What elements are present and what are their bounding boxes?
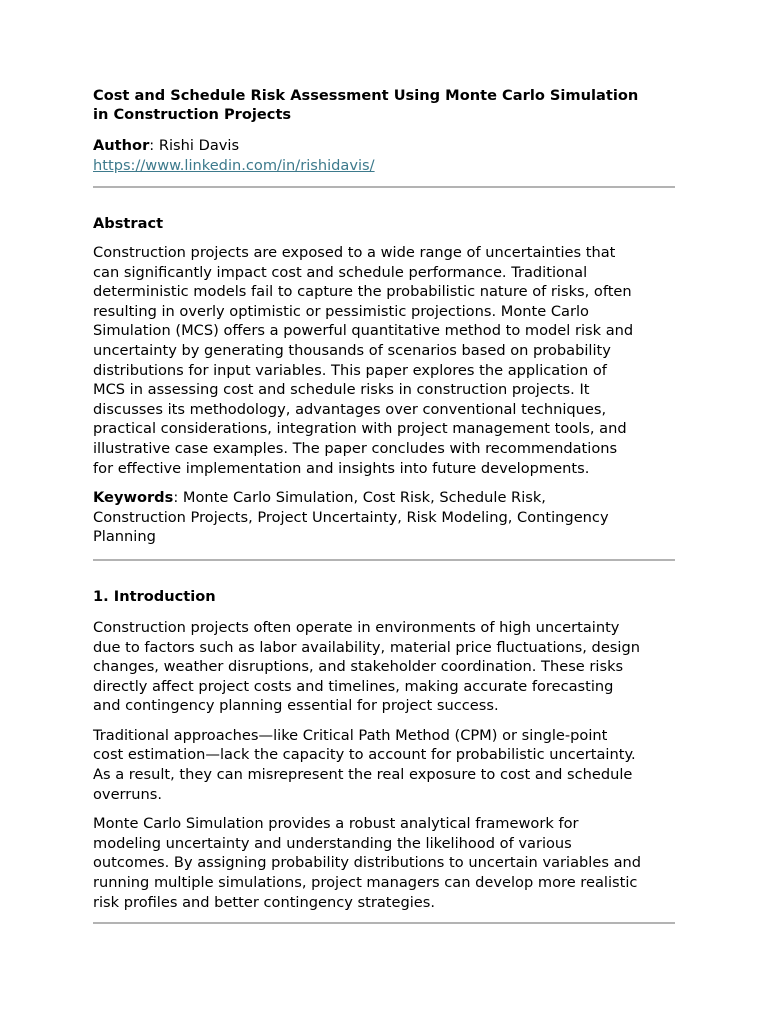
paper-page xyxy=(93,86,675,924)
text-line: : Monte Carlo Simulation, Cost Risk, Schedule Risk, xyxy=(173,489,546,507)
divider xyxy=(93,559,675,561)
intro-paragraph-2 xyxy=(93,726,675,804)
text-line: As a result, they can misrepresent the real exposure to cost and schedule xyxy=(93,766,633,784)
intro-paragraph-1 xyxy=(93,618,675,716)
text-line: Monte Carlo Simulation provides a robust analytical framework for xyxy=(93,815,579,833)
abstract-paragraph xyxy=(93,243,675,478)
text-line: Traditional approaches—like Critical Path Method (CPM) or single-point xyxy=(93,726,608,744)
text-line: overruns. xyxy=(93,785,163,803)
text-line: running multiple simulations, project managers can develop more realistic xyxy=(93,874,638,892)
text-line: Planning xyxy=(93,528,156,546)
text-line: discusses its methodology, advantages over conventional techniques, xyxy=(93,400,607,418)
text-line: deterministic models fail to capture the probabilistic nature of risks, often xyxy=(93,283,632,301)
text-line: can significantly impact cost and schedule performance. Traditional xyxy=(93,263,588,281)
keywords-label: Keywords xyxy=(93,489,174,507)
title-line-2: in Construction Projects xyxy=(93,106,292,123)
text-line: modeling uncertainty and understanding the likelihood of various xyxy=(93,834,572,852)
paper-title xyxy=(93,86,675,124)
text-line: risk profiles and better contingency strategies. xyxy=(93,893,436,911)
text-line: for effective implementation and insights into future developments. xyxy=(93,459,590,477)
text-line: Simulation (MCS) offers a powerful quantitative method to model risk and xyxy=(93,322,634,340)
text-line: practical considerations, integration with project management tools, and xyxy=(93,420,627,438)
text-line: illustrative case examples. The paper concludes with recommendations xyxy=(93,439,618,457)
author-line xyxy=(93,136,675,155)
abstract-heading: Abstract xyxy=(93,215,164,232)
introduction-heading: 1. Introduction xyxy=(93,587,216,605)
author-label: Author xyxy=(93,137,150,154)
title-line-1: Cost and Schedule Risk Assessment Using Monte Carlo Simulation xyxy=(93,87,639,104)
author-profile-link[interactable]: https://www.linkedin.com/in/rishidavis/ xyxy=(93,157,375,174)
keywords-paragraph xyxy=(93,488,675,547)
text-line: uncertainty by generating thousands of scenarios based on probability xyxy=(93,341,611,359)
author-separator: : xyxy=(149,137,159,154)
text-line: cost estimation—lack the capacity to account for probabilistic uncertainty. xyxy=(93,746,636,764)
text-line: MCS in assessing cost and schedule risks in construction projects. It xyxy=(93,381,590,399)
author-name: Rishi Davis xyxy=(158,137,240,154)
text-line: Construction projects are exposed to a wide range of uncertainties that xyxy=(93,244,616,261)
text-line: Construction Projects, Project Uncertainty, Risk Modeling, Contingency xyxy=(93,508,609,526)
divider xyxy=(93,922,675,924)
text-line: resulting in overly optimistic or pessimistic projections. Monte Carlo xyxy=(93,302,589,320)
text-line: outcomes. By assigning probability distributions to uncertain variables and xyxy=(93,854,642,872)
text-line: and contingency planning essential for project success. xyxy=(93,697,499,715)
text-line: directly affect project costs and timelines, making accurate forecasting xyxy=(93,677,614,695)
text-line: changes, weather disruptions, and stakeholder coordination. These risks xyxy=(93,658,624,676)
divider xyxy=(93,186,675,188)
text-line: due to factors such as labor availability, material price fluctuations, design xyxy=(93,638,640,656)
intro-paragraph-3 xyxy=(93,814,675,912)
text-line: Construction projects often operate in environments of high uncertainty xyxy=(93,618,620,636)
text-line: distributions for input variables. This paper explores the application of xyxy=(93,361,607,379)
